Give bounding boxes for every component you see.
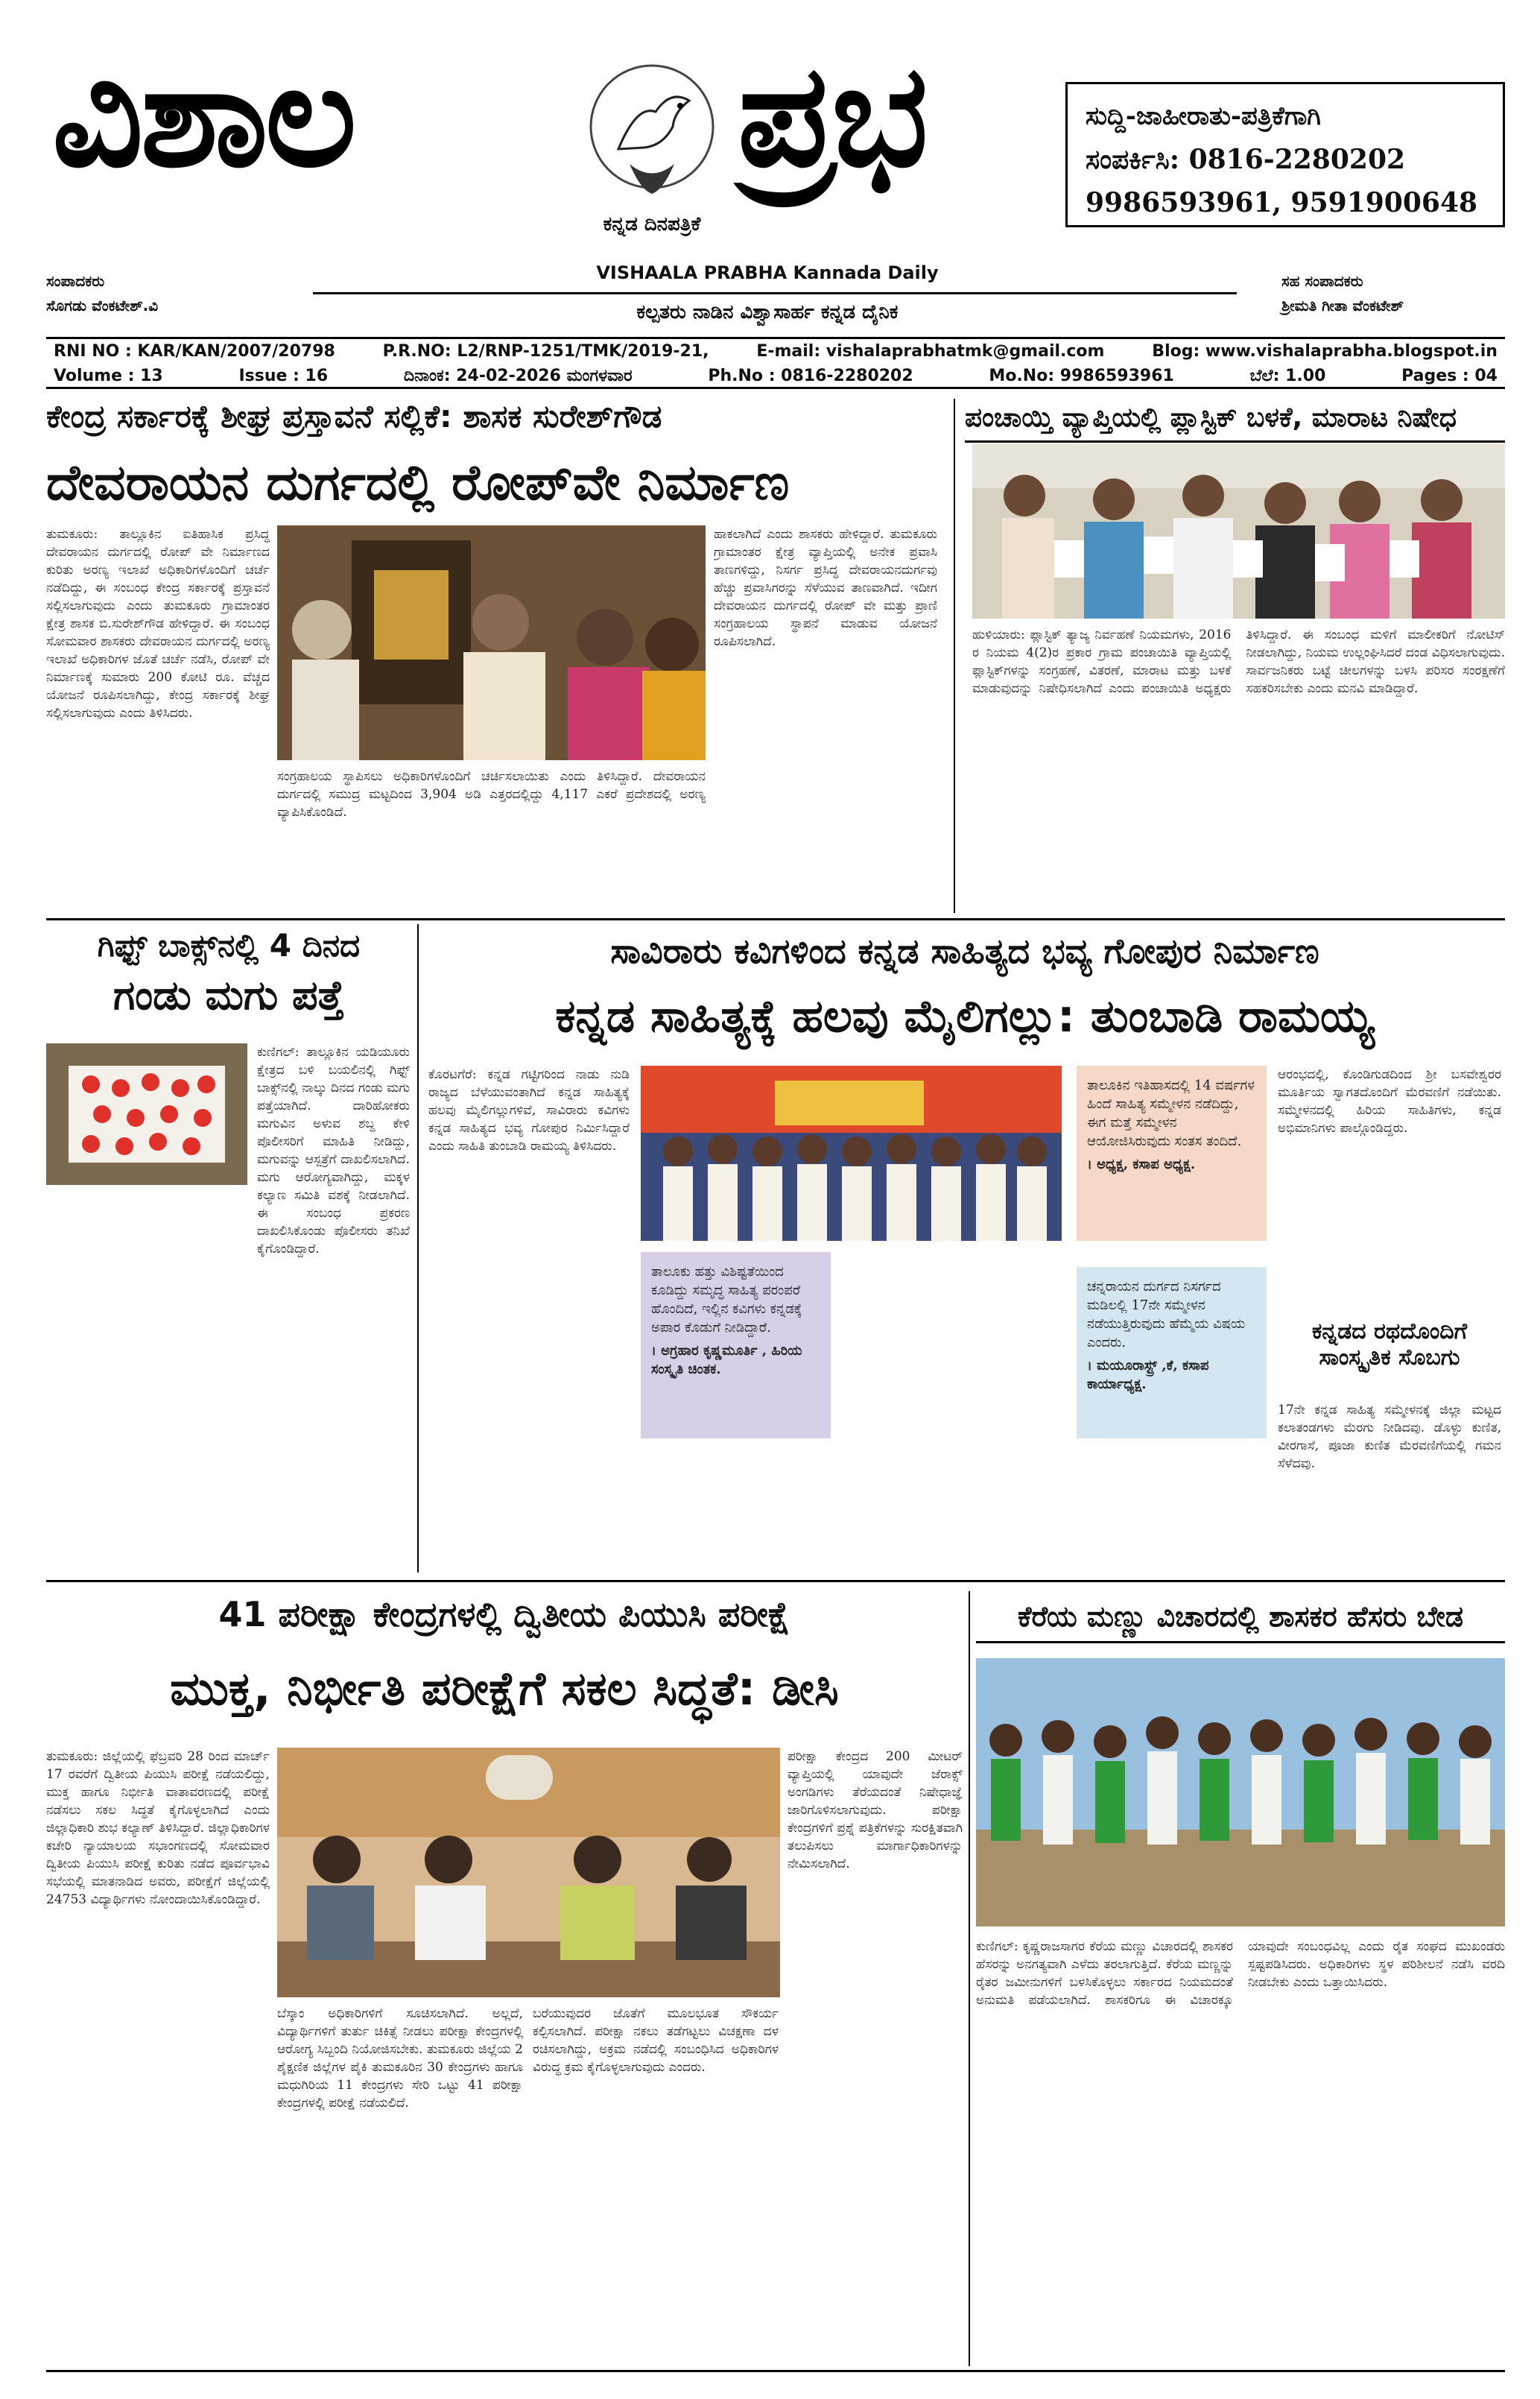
quote2-text: ತಾಲೂಕಿನ ಇತಿಹಾಸದಲ್ಲಿ 14 ವರ್ಷಗಳ ಹಿಂದೆ ಸಾಹಿತ್ಯ ಸಮ್ಮೇಳನ ನಡೆದಿದ್ದು, ಈಗ ಮತ್ತೆ ಸಮ್ಮೇಳನ ಆಯೋಜಿಸಿರುವುದು ಸಂತಸ ತಂದಿದೆ.	[1087, 1078, 1255, 1149]
story6-body: ಕುಣಿಗಲ್: ಕೃಷ್ಣರಾಜಸಾಗರ ಕೆರೆಯ ಮಣ್ಣು ವಿಚಾರದಲ್ಲಿ ಶಾಸಕರ ಹೆಸರನ್ನು ಅನಗತ್ಯವಾಗಿ ಎಳೆದು ತರಲಾಗುತ್ತಿದೆ. ಕೆರೆಯ ಮಣ್ಣನ್ನು ರೈತರ ಜಮೀನುಗಳಿಗೆ ಬಳಸಿಕೊಳ್ಳಲು ಸರ್ಕಾರದ ನಿಯಮದಂತೆ ಅನುಮತಿ ಪಡೆಯಲಾಗಿದೆ. ಶಾಸಕರಿಗೂ ಈ ವಿಚಾರಕ್ಕೂ ಯಾವುದೇ ಸಂಬಂಧವಿಲ್ಲ ಎಂದು ರೈತ ಸಂಘದ ಮುಖಂಡರು ಸ್ಪಷ್ಟಪಡಿಸಿದರು. ಅಧಿಕಾರಿಗಳು ಸ್ಥಳ ಪರಿಶೀಲನೆ ನಡೆಸಿ ವರದಿ ನೀಡಬೇಕು ಎಂದು ಒತ್ತಾಯಿಸಿದರು.	[976, 1939, 1505, 2008]
story2-headline: ಪಂಚಾಯ್ತಿ ವ್ಯಾಪ್ತಿಯಲ್ಲಿ ಪ್ಲಾಸ್ಟಿಕ್ ಬಳಕೆ, ಮಾರಾಟ ನಿಷೇಧ	[965, 402, 1505, 443]
co-editor-label: ಸಹ ಸಂಪಾದಕರು	[1281, 272, 1363, 290]
vertical-divider-3	[969, 1591, 970, 2366]
story5-col4: ಬರೆಯುವುದರ ಜೊತೆಗೆ ಮೂಲಭೂತ ಸೌಕರ್ಯ ಕಲ್ಪಿಸಲಾಗಿದೆ. ಪರೀಕ್ಷಾ ನಕಲು ತಡೆಗಟ್ಟಲು ವಿಚಕ್ಷಣಾ ದಳ ರಚಿಸಲಾಗಿದ್ದು, ಅಕ್ರಮ ನಡೆದಲ್ಲಿ ಸಂಬಂಧಿಸಿದ ಅಧಿಕಾರಿಗಳ ವಿರುದ್ಧ ಕ್ರಮ ಕೈಗೊಳ್ಳಲಾಗುವುದು ಎಂದರು.	[533, 2006, 779, 2075]
masthead-title-left: ವಿಶಾಲ	[52, 32, 354, 198]
story4-photo	[641, 1066, 1062, 1241]
story4-col3	[838, 1252, 1062, 1565]
story5-col2: ಪರೀಕ್ಷಾ ಕೇಂದ್ರದ 200 ಮೀಟರ್ ವ್ಯಾಪ್ತಿಯಲ್ಲಿ ಯಾವುದೇ ಜೆರಾಕ್ಸ್ ಅಂಗಡಿಗಳು ತೆರೆಯದಂತೆ ನಿಷೇಧಾಜ್ಞೆ ಜಾರಿಗೊಳಿಸಲಾಗುವುದು. ಪರೀಕ್ಷಾ ಕೇಂದ್ರಗಳಿಗೆ ಪ್ರಶ್ನೆ ಪತ್ರಿಕೆಗಳನ್ನು ಸುರಕ್ಷಿತವಾಗಿ ತಲುಪಿಸಲು ಮಾರ್ಗಾಧಿಕಾರಿಗಳನ್ನು ನೇಮಿಸಲಾಗಿದೆ.	[788, 1749, 963, 1871]
story3-body-continued	[46, 1192, 251, 1565]
slogan-arrow-line	[313, 292, 1237, 294]
story4-headline: ಕನ್ನಡ ಸಾಹಿತ್ಯಕ್ಕೆ ಹಲವು ಮೈಲಿಗಲ್ಲು: ತುಂಬಾಡಿ ರಾಮಯ್ಯ	[555, 990, 1375, 1043]
vertical-divider-2	[417, 924, 419, 1573]
logo	[585, 60, 719, 236]
vertical-divider	[954, 399, 955, 913]
story2-photo	[972, 443, 1505, 619]
issue: Issue : 16	[238, 367, 329, 385]
story4-col4: ಆರಂಭದಲ್ಲಿ, ಕೊಂಡಿಗುಡದಿಂದ ಶ್ರೀ ಬಸವೇಶ್ವರರ ಮೂರ್ತಿಯ ಸ್ವಾಗತದೊಂದಿಗೆ ಮೆರವಣಿಗೆ ನಡೆಯಿತು. ಸಮ್ಮೇಳನದಲ್ಲಿ ಹಿರಿಯ ಸಾಹಿತಿಗಳು, ಕನ್ನಡ ಅಭಿಮಾನಿಗಳು ಪಾಲ್ಗೊಂಡಿದ್ದರು.	[1278, 1067, 1501, 1136]
quote2-author: । ಅಧ್ಯಕ್ಷ, ಕಸಾಪ ಅಧ್ಯಕ್ಷ.	[1087, 1157, 1196, 1172]
story3-photo	[46, 1043, 247, 1185]
horizontal-divider-2	[46, 1580, 1505, 1582]
phone: Ph.No : 0816-2280202	[708, 367, 913, 385]
date: ದಿನಾಂಕ: 24-02-2026 ಮಂಗಳವಾರ	[403, 367, 633, 385]
story6-photo	[976, 1658, 1505, 1927]
ad-line1: ಸುದ್ದಿ-ಜಾಹೀರಾತು-ಪತ್ರಿಕೆಗಾಗಿ	[1086, 101, 1321, 131]
blog-link[interactable]: Blog: www.vishalaprabha.blogspot.in	[1152, 342, 1498, 361]
pr-number: P.R.NO: L2/RNP-1251/TMK/2019-21,	[382, 342, 709, 361]
dove-emblem-icon	[585, 60, 719, 209]
story5-col5	[788, 2005, 963, 2359]
story4-kicker: ಸಾವಿರಾರು ಕವಿಗಳಿಂದ ಕನ್ನಡ ಸಾಹಿತ್ಯದ ಭವ್ಯ ಗೋಪುರ ನಿರ್ಮಾಣ	[610, 931, 1319, 971]
story1-headline: ದೇವರಾಯನ ದುರ್ಗದಲ್ಲಿ ರೋಪ್‌ವೇ ನಿರ್ಮಾಣ	[46, 454, 790, 511]
logo-tagline: ಕನ್ನಡ ದಿನಪತ್ರಿಕೆ	[603, 213, 701, 236]
quote1-text: ತಾಲೂಕು ಹತ್ತು ವಿಶಿಷ್ಟತೆಯಿಂದ ಕೂಡಿದ್ದು ಸಮೃದ್ಧ ಸಾಹಿತ್ಯ ಪರಂಪರೆ ಹೊಂದಿದೆ, ಇಲ್ಲಿನ ಕವಿಗಳು ಕನ್ನಡಕ್ಕೆ ಅಪಾರ ಕೊಡುಗೆ ನೀಡಿದ್ದಾರೆ.	[651, 1264, 802, 1336]
story5-headline: ಮುಕ್ತ, ನಿರ್ಭೀತಿ ಪರೀಕ್ಷೆಗೆ ಸಕಲ ಸಿದ್ಧತೆ: ಡೀಸಿ	[170, 1661, 839, 1716]
editor-label: ಸಂಪಾದಕರು	[46, 272, 105, 290]
story5-kicker: 41 ಪರೀಕ್ಷಾ ಕೇಂದ್ರಗಳಲ್ಲಿ ದ್ವಿತೀಯ ಪಿಯುಸಿ ಪರೀಕ್ಷೆ	[218, 1594, 790, 1634]
story4-col4b: 17ನೇ ಕನ್ನಡ ಸಾಹಿತ್ಯ ಸಮ್ಮೇಳನಕ್ಕೆ ಜಿಲ್ಲಾ ಮಟ್ಟದ ಕಲಾತಂಡಗಳು ಮೆರಗು ನೀಡಿದವು. ಡೊಳ್ಳು ಕುಣಿತ, ವೀರಗಾಸೆ, ಪೂಜಾ ಕುಣಿತ ಮೆರವಣಿಗೆಯಲ್ಲಿ ಗಮನ ಸೆಳೆದವು.	[1278, 1403, 1501, 1471]
info-bar	[46, 337, 1505, 389]
email: E-mail: vishalaprabhatmk@gmail.com	[756, 342, 1105, 361]
editor-name: ಸೊಗಡು ವೆಂಕಟೇಶ್.ವಿ	[46, 297, 159, 315]
story5-photo	[277, 1748, 780, 1997]
story4-quote3	[1077, 1267, 1267, 1438]
quote1-author: । ಅಗ್ರಹಾರ ಕೃಷ್ಣಮೂರ್ತಿ , ಹಿರಿಯ ಸಂಸ್ಕೃತಿ ಚಿಂತಕ.	[651, 1343, 802, 1377]
story1-caption: ಸಂಗ್ರಹಾಲಯ ಸ್ಥಾಪಿಸಲು ಅಧಿಕಾರಿಗಳೊಂದಿಗೆ ಚರ್ಚಿಸಲಾಯಿತು ಎಂದು ತಿಳಿಸಿದ್ದಾರೆ. ದೇವರಾಯನ ದುರ್ಗದಲ್ಲಿ ಸಮುದ್ರ ಮಟ್ಟದಿಂದ 3,904 ಅಡಿ ಎತ್ತರದಲ್ಲಿದ್ದು 4,117 ಎಕರೆ ಪ್ರದೇಶದಲ್ಲಿ ಅರಣ್ಯ ವ್ಯಾಪಿಸಿಕೊಂಡಿದೆ.	[277, 769, 706, 820]
mobile: Mo.No: 9986593961	[989, 367, 1174, 385]
volume: Volume : 13	[54, 367, 163, 385]
story1-col1: ತುಮಕೂರು: ತಾಲ್ಲೂಕಿನ ಐತಿಹಾಸಿಕ ಪ್ರಸಿದ್ಧ ದೇವರಾಯನ ದುರ್ಗದಲ್ಲಿ ರೋಪ್ ವೇ ನಿರ್ಮಾಣದ ಕುರಿತು ಅರಣ್ಯ ಇಲಾಖೆ ಅಧಿಕಾರಿಗಳೊಂದಿಗೆ ಚರ್ಚೆ ನಡೆದಿದ್ದು, ಈ ಸಂಬಂಧ ಕೇಂದ್ರ ಸರ್ಕಾರಕ್ಕೆ ಪ್ರಸ್ತಾವನೆ ಸಲ್ಲಿಸಲಾಗುವುದು ಎಂದು ತುಮಕೂರು ಗ್ರಾಮಾಂತರ ಕ್ಷೇತ್ರ ಶಾಸಕ ಬಿ.ಸುರೇಶ್‌ಗೌಡ ಹೇಳಿದ್ದಾರೆ. ಈ ಸಂಬಂಧ ಸೋಮವಾರ ಶಾಸಕರು ದೇವರಾಯನ ದುರ್ಗದಲ್ಲಿ ಅರಣ್ಯ ಇಲಾಖೆ ಅಧಿಕಾರಿಗಳ ಜೊತೆ ಚರ್ಚೆ ನಡೆಸಿ, ರೋಪ್ ವೇ ನಿರ್ಮಾಣಕ್ಕೆ ಸುಮಾರು 200 ಕೋಟಿ ರೂ. ವೆಚ್ಚದ ಯೋಜನೆ ರೂಪಿಸಲಾಗಿದ್ದು, ಕೇಂದ್ರ ಸರ್ಕಾರಕ್ಕೆ ಶೀಘ್ರ ಸಲ್ಲಿಸಲಾಗುವುದು ಎಂದು ತಿಳಿಸಿದರು.	[46, 527, 270, 721]
story5-col1: ತುಮಕೂರು: ಜಿಲ್ಲೆಯಲ್ಲಿ ಫೆಬ್ರವರಿ 28 ರಿಂದ ಮಾರ್ಚ್ 17 ರವರೆಗೆ ದ್ವಿತೀಯ ಪಿಯುಸಿ ಪರೀಕ್ಷೆ ನಡೆಯಲಿದ್ದು, ಮುಕ್ತ ಹಾಗೂ ನಿರ್ಭೀತಿ ವಾತಾವರಣದಲ್ಲಿ ಪರೀಕ್ಷೆ ನಡೆಸಲು ಸಕಲ ಸಿದ್ಧತೆ ಕೈಗೊಳ್ಳಲಾಗಿದೆ ಎಂದು ಜಿಲ್ಲಾಧಿಕಾರಿ ಶುಭ ಕಲ್ಯಾಣ್ ತಿಳಿಸಿದ್ದಾರೆ. ಜಿಲ್ಲಾಧಿಕಾರಿಗಳ ಕಚೇರಿ ನ್ಯಾಯಾಲಯ ಸಭಾಂಗಣದಲ್ಲಿ ಸೋಮವಾರ ದ್ವಿತೀಯ ಪಿಯುಸಿ ಪರೀಕ್ಷೆ ಕುರಿತು ನಡೆದ ಪೂರ್ವಭಾವಿ ಸಭೆಯಲ್ಲಿ ಮಾತನಾಡಿದ ಅವರು, ಪರೀಕ್ಷೆಗೆ ಜಿಲ್ಲೆಯಲ್ಲಿ 24753 ವಿದ್ಯಾರ್ಥಿಗಳು ನೋಂದಾಯಿಸಿಕೊಂಡಿದ್ದಾರೆ.	[46, 1749, 270, 1907]
pages: Pages : 04	[1401, 367, 1498, 385]
story5-col3: ಬೆಸ್ಕಾಂ ಅಧಿಕಾರಿಗಳಿಗೆ ಸೂಚಿಸಲಾಗಿದೆ. ಅಲ್ಲದೆ, ವಿದ್ಯಾರ್ಥಿಗಳಿಗೆ ತುರ್ತು ಚಿಕಿತ್ಸೆ ನೀಡಲು ಪರೀಕ್ಷಾ ಕೇಂದ್ರಗಳಲ್ಲಿ ಆರೋಗ್ಯ ಸಿಬ್ಬಂದಿ ನಿಯೋಜಿಸಬೇಕು. ತುಮಕೂರು ಜಿಲ್ಲೆಯ 2 ಶೈಕ್ಷಣಿಕ ಜಿಲ್ಲೆಗಳ ಪೈಕಿ ತುಮಕೂರಿನ 30 ಕೇಂದ್ರಗಳು ಹಾಗೂ ಮಧುಗಿರಿಯ 11 ಕೇಂದ್ರಗಳು ಸೇರಿ ಒಟ್ಟು 41 ಪರೀಕ್ಷಾ ಕೇಂದ್ರಗಳಲ್ಲಿ ಪರೀಕ್ಷೆ ನಡೆಯಲಿದೆ.	[277, 2006, 523, 2111]
ad-contact-box	[1065, 82, 1505, 227]
bottom-rule	[46, 2370, 1505, 2372]
ad-line2: ಸಂಪರ್ಕಿಸಿ: 0816-2280202	[1086, 144, 1406, 175]
story6-headline: ಕೆರೆಯ ಮಣ್ಣು ವಿಚಾರದಲ್ಲಿ ಶಾಸಕರ ಹೆಸರು ಬೇಡ	[976, 1601, 1505, 1643]
story4-col1: ಕೊರಟಗೆರೆ: ಕನ್ನಡ ಗಟ್ಟಿಗರಿಂದ ನಾಡು ನುಡಿ ರಾಜ್ಯದ ಬೆಳೆಯುವಂತಾಗಿದೆ ಕನ್ನಡ ಸಾಹಿತ್ಯಕ್ಕೆ ಹಲವು ಮೈಲಿಗಲ್ಲುಗಳಿವೆ, ಸಾವಿರಾರು ಕವಿಗಳು ಕನ್ನಡ ಸಾಹಿತ್ಯದ ಭವ್ಯ ಗೋಪುರ ನಿರ್ಮಿಸಿದ್ದಾರೆ ಎಂದು ಸಾಹಿತಿ ತುಂಬಾಡಿ ರಾಮಯ್ಯ ತಿಳಿಸಿದರು.	[428, 1067, 630, 1154]
story3-headline-line1: ಗಿಫ್ಟ್ ಬಾಕ್ಸ್‌ನಲ್ಲಿ 4 ದಿನದ	[97, 927, 361, 964]
quote3-text: ಚನ್ನರಾಯನ ದುರ್ಗದ ನಿಸರ್ಗದ ಮಡಿಲಲ್ಲಿ 17ನೇ ಸಮ್ಮೇಳನ ನಡೆಯುತ್ತಿರುವುದು ಹೆಮ್ಮೆಯ ವಿಷಯ ಎಂದರು.	[1087, 1279, 1246, 1350]
story4-quote1	[641, 1252, 831, 1438]
story1-photo	[277, 525, 706, 760]
story4-quote2	[1077, 1066, 1267, 1241]
story3-headline-line2: ಗಂಡು ಮಗು ಪತ್ತೆ	[113, 972, 345, 1019]
ad-line3: 9986593961, 9591900648	[1086, 187, 1478, 218]
story3-body: ಕುಣಿಗಲ್: ತಾಲ್ಲೂಕಿನ ಯಡಿಯೂರು ಕ್ಷೇತ್ರದ ಬಳಿ ಬಯಲಿನಲ್ಲಿ ಗಿಫ್ಟ್ ಬಾಕ್ಸ್‌ನಲ್ಲಿ ನಾಲ್ಕು ದಿನದ ಗಂಡು ಮಗು ಪತ್ತೆಯಾಗಿದೆ. ದಾರಿಹೋಕರು ಮಗುವಿನ ಅಳುವ ಶಬ್ದ ಕೇಳಿ ಪೊಲೀಸರಿಗೆ ಮಾಹಿತಿ ನೀಡಿದ್ದು, ಮಗುವನ್ನು ಆಸ್ಪತ್ರೆಗೆ ದಾಖಲಿಸಲಾಗಿದೆ. ಮಗು ಆರೋಗ್ಯವಾಗಿದ್ದು, ಮಕ್ಕಳ ಕಲ್ಯಾಣ ಸಮಿತಿ ವಶಕ್ಕೆ ನೀಡಲಾಗಿದೆ. ಈ ಸಂಬಂಧ ಪ್ರಕರಣ ದಾಖಲಿಸಿಕೊಂಡು ಪೊಲೀಸರು ತನಿಖೆ ಕೈಗೊಂಡಿದ್ದಾರೆ.	[257, 1045, 410, 1257]
price: ಬೆಲೆ: 1.00	[1249, 367, 1326, 385]
quote3-author: । ಮಯೂರಾಸ್ಟ್ರ್ ,ಕೆ, ಕಸಾಪ ಕಾರ್ಯಾಧ್ಯಕ್ಷ.	[1087, 1358, 1209, 1392]
english-name: VISHAALA PRABHA Kannada Daily	[596, 262, 939, 283]
story1-col4: ಹಾಕಲಾಗಿದೆ ಎಂದು ಶಾಸಕರು ಹೇಳಿದ್ದಾರೆ. ತುಮಕೂರು ಗ್ರಾಮಾಂತರ ಕ್ಷೇತ್ರ ವ್ಯಾಪ್ತಿಯಲ್ಲಿ ಅನೇಕ ಪ್ರವಾಸಿ ತಾಣಗಳಿದ್ದು, ನಿಸರ್ಗ ಪ್ರಸಿದ್ಧ ದೇವರಾಯನದುರ್ಗವು ಹೆಚ್ಚು ಪ್ರವಾಸಿಗರನ್ನು ಸೆಳೆಯುವ ತಾಣವಾಗಿದೆ. ಇದೀಗ ದೇವರಾಯನ ದುರ್ಗದಲ್ಲಿ ರೋಪ್ ವೇ ಮತ್ತು ಪ್ರಾಣಿ ಸಂಗ್ರಹಾಲಯ ಸ್ಥಾಪನೆ ಮಾಡುವ ಯೋಜನೆ ರೂಪಿಸಲಾಗಿದೆ.	[714, 527, 937, 649]
story4-subhead: ಕನ್ನಡದ ರಥದೊಂದಿಗೆ ಸಾಂಸ್ಕೃತಿಕ ಸೊಬಗು	[1311, 1318, 1468, 1371]
horizontal-divider-1	[46, 918, 1505, 920]
co-editor-name: ಶ್ರೀಮತಿ ಗೀತಾ ವೆಂಕಟೇಶ್	[1281, 297, 1404, 315]
story2-body: ಹುಳಿಯಾರು: ಪ್ಲಾಸ್ಟಿಕ್ ತ್ಯಾಜ್ಯ ನಿರ್ವಹಣೆ ನಿಯಮಗಳು, 2016 ರ ನಿಯಮ 4(2)ರ ಪ್ರಕಾರ ಗ್ರಾಮ ಪಂಚಾಯಿತಿ ವ್ಯಾಪ್ತಿಯಲ್ಲಿ ಪ್ಲಾಸ್ಟಿಕ್‌ಗಳನ್ನು ಸಂಗ್ರಹಣೆ, ವಿತರಣೆ, ಮಾರಾಟ ಮತ್ತು ಬಳಕೆ ಮಾಡುವುದನ್ನು ನಿಷೇಧಿಸಲಾಗಿದೆ ಎಂದು ಪಂಚಾಯಿತಿ ಅಧ್ಯಕ್ಷರು ತಿಳಿಸಿದ್ದಾರೆ. ಈ ಸಂಬಂಧ ಮಳಿಗೆ ಮಾಲೀಕರಿಗೆ ನೋಟಿಸ್ ನೀಡಲಾಗಿದ್ದು, ನಿಯಮ ಉಲ್ಲಂಘಿಸಿದರೆ ದಂಡ ವಿಧಿಸಲಾಗುವುದು. ಸಾರ್ವಜನಿಕರು ಬಟ್ಟೆ ಚೀಲಗಳನ್ನು ಬಳಸಿ ಪರಿಸರ ಸಂರಕ್ಷಣೆಗೆ ಸಹಕರಿಸಬೇಕು ಎಂದು ಮನವಿ ಮಾಡಿದ್ದಾರೆ.	[972, 628, 1505, 696]
rni-number: RNI NO : KAR/KAN/2007/20798	[54, 342, 335, 361]
story1-kicker: ಕೇಂದ್ರ ಸರ್ಕಾರಕ್ಕೆ ಶೀಘ್ರ ಪ್ರಸ್ತಾವನೆ ಸಲ್ಲಿಕೆ: ಶಾಸಕ ಸುರೇಶ್‌ಗೌಡ	[46, 398, 662, 434]
masthead-title-right: ಪ್ರಭ	[738, 32, 925, 198]
slogan: ಕಲ್ಪತರು ನಾಡಿನ ವಿಶ್ವಾಸಾರ್ಹ ಕನ್ನಡ ದೈನಿಕ	[636, 301, 899, 323]
